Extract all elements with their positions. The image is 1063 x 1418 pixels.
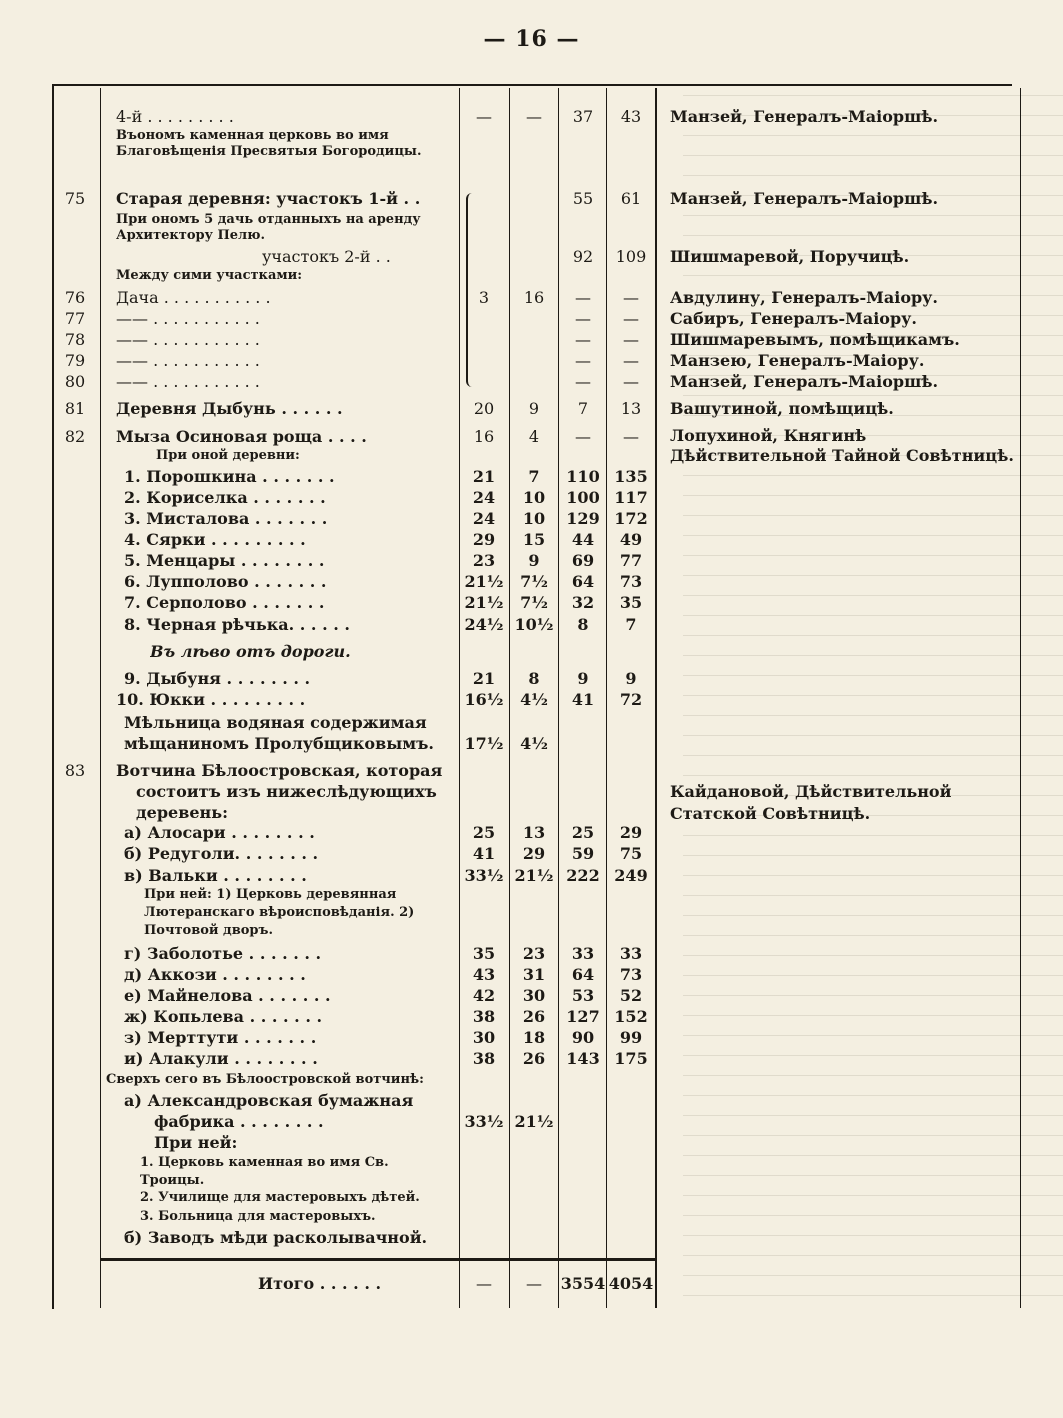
- place-name: 2. Кориселка . . . . . . .: [124, 488, 326, 507]
- place-name: —— . . . . . . . . . . .: [116, 330, 260, 349]
- place-name: 5. Менцары . . . . . . . .: [124, 551, 325, 570]
- owner-column-rule: [1020, 88, 1021, 1308]
- owner-cell: Кайдановой, Дѣйствительной Статской Совѣтницѣ.: [670, 782, 952, 823]
- owner-cell: Сабиръ, Генералъ-Маіору.: [670, 309, 917, 328]
- value3-cell: 25: [571, 823, 595, 842]
- value3-cell: 69: [571, 551, 595, 570]
- value2-cell: 7½: [520, 572, 548, 591]
- value2-cell: 30: [522, 986, 546, 1005]
- value4-cell: 99: [619, 1028, 643, 1047]
- note-text: 2. Училище для мастеровыхъ дѣтей.: [140, 1190, 420, 1205]
- value2-cell: 10½: [514, 615, 554, 634]
- place-name: 8. Черная рѣчька. . . . . .: [124, 615, 350, 634]
- value1-cell: 33½: [464, 1112, 504, 1131]
- value3-cell: 9: [577, 669, 589, 688]
- value3-cell: 7: [577, 399, 589, 418]
- place-name: участокъ 2-й . .: [262, 247, 391, 266]
- value1-cell: 24: [472, 488, 496, 507]
- value1-cell: 21: [472, 669, 496, 688]
- value1-cell: 24½: [464, 615, 504, 634]
- value1-cell: 35: [472, 944, 496, 963]
- owner-cell: Вашутиной, помѣщицѣ.: [670, 399, 894, 418]
- row-number: 77: [64, 309, 86, 328]
- place-name: 3. Мисталова . . . . . . .: [124, 509, 328, 528]
- place-name: 4-й . . . . . . . . .: [116, 107, 234, 126]
- place-name: Мыза Осиновая роща . . . .: [116, 427, 367, 446]
- page-number: — 16 —: [483, 26, 580, 52]
- value1-cell: 20: [473, 399, 495, 418]
- value4-cell: 43: [620, 107, 642, 126]
- place-name: деревень:: [136, 803, 228, 822]
- value2-cell: 21½: [514, 1112, 554, 1131]
- value4-cell: 249: [614, 866, 648, 885]
- owner-cell: Манзей, Генералъ-Маіоршѣ.: [670, 372, 939, 391]
- place-name: 1. Порошкина . . . . . . .: [124, 467, 335, 486]
- place-name: состоитъ изъ нижеслѣдующихъ: [136, 782, 437, 801]
- value4-cell: 175: [614, 1049, 648, 1068]
- place-name: Дача . . . . . . . . . . .: [116, 288, 271, 307]
- value2-cell: 16: [523, 288, 545, 307]
- place-name: а) Алосари . . . . . . . .: [124, 823, 315, 842]
- value2-cell: 26: [522, 1007, 546, 1026]
- value2-cell: —: [526, 107, 542, 126]
- value1-cell: 21½: [464, 593, 504, 612]
- place-name: 9. Дыбуня . . . . . . . .: [124, 669, 311, 688]
- owner-cell: Манзею, Генералъ-Маіору.: [670, 351, 925, 370]
- place-name: з) Мерттути . . . . . . .: [124, 1028, 317, 1047]
- value4-cell: 73: [619, 965, 643, 984]
- number-column-rule: [100, 88, 101, 1308]
- value3-cell: —: [575, 427, 591, 446]
- value3-cell: —: [575, 330, 591, 349]
- table-left-rule: [52, 84, 54, 1309]
- row-number: 81: [64, 399, 86, 418]
- note-text: Между сими участками:: [116, 268, 303, 283]
- value1-cell: 24: [472, 509, 496, 528]
- value1-cell: 25: [472, 823, 496, 842]
- value4-cell: 13: [620, 399, 642, 418]
- value2-cell: 13: [522, 823, 546, 842]
- value2-cell: 8: [528, 669, 540, 688]
- place-name: Мѣльница водяная содержимая: [124, 713, 427, 732]
- value1-cell: 43: [472, 965, 496, 984]
- value4-column-rule: [655, 88, 657, 1308]
- total-value2: —: [526, 1274, 542, 1293]
- total-value4: 4054: [608, 1274, 654, 1293]
- row-number: 79: [64, 351, 86, 370]
- owner-cell: Лопухиной, Княгинѣ Дѣйствительной Тайной Совѣтницѣ.: [670, 426, 1014, 465]
- value3-cell: 64: [571, 965, 595, 984]
- place-name: 10. Юкки . . . . . . . . .: [116, 690, 306, 709]
- section-heading: Въ лѣво отъ дороги.: [150, 642, 351, 661]
- value3-cell: 222: [566, 866, 600, 885]
- place-name: 4. Сярки . . . . . . . . .: [124, 530, 306, 549]
- value3-column-rule: [606, 88, 607, 1308]
- value2-cell: 4: [528, 427, 540, 446]
- note-text: При ней: 1) Церковь деревянная Лютеранскаго вѣроисповѣданія. 2) Почтовой дворъ.: [144, 887, 415, 938]
- row-number: 76: [64, 288, 86, 307]
- value4-cell: —: [623, 372, 639, 391]
- value3-cell: —: [575, 372, 591, 391]
- owner-cell: Манзей, Генералъ-Маіоршѣ.: [670, 107, 939, 126]
- note-text: Сверхъ сего въ Бѣлоостровской вотчинѣ:: [106, 1072, 424, 1087]
- value3-cell: 53: [571, 986, 595, 1005]
- total-label: Итого . . . . . .: [258, 1274, 382, 1293]
- bleed-through-text: [683, 85, 1063, 1315]
- row-number: 83: [64, 761, 86, 780]
- value3-cell: 143: [566, 1049, 600, 1068]
- place-name: Старая деревня: участокъ 1-й . .: [116, 189, 421, 208]
- value2-cell: 7½: [520, 593, 548, 612]
- value2-cell: 31: [522, 965, 546, 984]
- place-name: мѣщаниномъ Пролубщиковымъ.: [124, 734, 434, 753]
- value1-cell: 23: [472, 551, 496, 570]
- value1-cell: 21: [472, 467, 496, 486]
- value1-cell: —: [476, 107, 492, 126]
- value4-cell: 35: [619, 593, 643, 612]
- place-name: в) Вальки . . . . . . . .: [124, 866, 307, 885]
- value4-cell: —: [623, 288, 639, 307]
- place-name: 6. Лупполово . . . . . . .: [124, 572, 327, 591]
- value1-cell: 30: [472, 1028, 496, 1047]
- place-name: Вотчина Бѣлоостровская, которая: [116, 761, 443, 780]
- value4-cell: 72: [619, 690, 643, 709]
- value4-cell: 33: [619, 944, 643, 963]
- value1-cell: 42: [472, 986, 496, 1005]
- value2-cell: 29: [522, 844, 546, 863]
- value1-cell: 29: [472, 530, 496, 549]
- value1-cell: 16½: [464, 690, 504, 709]
- value3-cell: 55: [572, 189, 594, 208]
- row-number: 78: [64, 330, 86, 349]
- value3-cell: 110: [566, 467, 600, 486]
- row-number: 75: [64, 189, 86, 208]
- place-name: —— . . . . . . . . . . .: [116, 351, 260, 370]
- total-separator-rule: [100, 1258, 657, 1261]
- value2-cell: 26: [522, 1049, 546, 1068]
- row-number: 80: [64, 372, 86, 391]
- value3-cell: 44: [571, 530, 595, 549]
- value1-cell: 41: [472, 844, 496, 863]
- value1-cell: 17½: [464, 734, 504, 753]
- value4-cell: 77: [619, 551, 643, 570]
- value3-cell: 64: [571, 572, 595, 591]
- value3-cell: 33: [571, 944, 595, 963]
- note-text: Въономъ каменная церковь во имя Благовѣщенія Пресвятыя Богородицы.: [116, 128, 422, 159]
- value2-cell: 10: [522, 509, 546, 528]
- value4-cell: 117: [614, 488, 648, 507]
- value3-cell: —: [575, 351, 591, 370]
- total-value3: 3554: [560, 1274, 606, 1293]
- place-name: —— . . . . . . . . . . .: [116, 309, 260, 328]
- place-name: г) Заболотье . . . . . . .: [124, 944, 322, 963]
- value4-cell: 152: [614, 1007, 648, 1026]
- value2-cell: 10: [522, 488, 546, 507]
- place-name: е) Майнелова . . . . . . .: [124, 986, 331, 1005]
- value1-cell: 38: [472, 1049, 496, 1068]
- place-name: —— . . . . . . . . . . .: [116, 372, 260, 391]
- value1-column-rule: [509, 88, 510, 1308]
- value4-cell: 109: [615, 247, 647, 266]
- value1-cell: 16: [473, 427, 495, 446]
- row-number: 82: [64, 427, 86, 446]
- value3-cell: 127: [566, 1007, 600, 1026]
- place-name: При ней:: [154, 1133, 238, 1152]
- value3-cell: 100: [566, 488, 600, 507]
- value2-cell: 23: [522, 944, 546, 963]
- place-name: и) Алакули . . . . . . . .: [124, 1049, 318, 1068]
- place-name: 7. Серполово . . . . . . .: [124, 593, 325, 612]
- value4-cell: —: [623, 427, 639, 446]
- value3-cell: 32: [571, 593, 595, 612]
- value1-cell: 38: [472, 1007, 496, 1026]
- value3-cell: 59: [571, 844, 595, 863]
- value1-cell: 21½: [464, 572, 504, 591]
- value4-cell: 7: [625, 615, 637, 634]
- value4-cell: 61: [620, 189, 642, 208]
- value4-cell: —: [623, 351, 639, 370]
- place-name: а) Александровская бумажная: [124, 1091, 414, 1110]
- value4-cell: 9: [625, 669, 637, 688]
- value4-cell: 52: [619, 986, 643, 1005]
- value2-cell: 21½: [514, 866, 554, 885]
- value2-cell: 7: [528, 467, 540, 486]
- note-text: 3. Больница для мастеровыхъ.: [140, 1209, 376, 1224]
- value2-cell: 9: [528, 399, 540, 418]
- place-name: б) Редуголи. . . . . . . .: [124, 844, 319, 863]
- value4-cell: 135: [614, 467, 648, 486]
- value3-cell: —: [575, 288, 591, 307]
- place-name: б) Заводъ мѣди расколывачной.: [124, 1228, 428, 1247]
- value4-cell: 29: [619, 823, 643, 842]
- value3-cell: —: [575, 309, 591, 328]
- place-name: Деревня Дыбунь . . . . . .: [116, 399, 343, 418]
- value2-cell: 18: [522, 1028, 546, 1047]
- owner-cell: Шишмаревымъ, помѣщикамъ.: [670, 330, 960, 349]
- place-name: д) Аккози . . . . . . . .: [124, 965, 306, 984]
- value2-column-rule: [558, 88, 559, 1308]
- owner-cell: Манзей, Генералъ-Маіоршѣ.: [670, 189, 939, 208]
- note-text: При ономъ 5 дачь отданныхъ на аренду Архитектору Пелю.: [116, 212, 421, 243]
- note-text: 1. Церковь каменная во имя Св. Троицы.: [140, 1155, 389, 1188]
- value2-cell: 4½: [520, 734, 548, 753]
- place-name: фабрика . . . . . . . .: [154, 1112, 324, 1131]
- place-name: ж) Копьлева . . . . . . .: [124, 1007, 323, 1026]
- value3-cell: 8: [577, 615, 589, 634]
- value4-cell: —: [623, 330, 639, 349]
- value2-cell: 15: [522, 530, 546, 549]
- owner-cell: Авдулину, Генералъ-Маіору.: [670, 288, 938, 307]
- total-value1: —: [476, 1274, 492, 1293]
- value1-cell: 33½: [464, 866, 504, 885]
- owner-cell: Шишмаревой, Поручицѣ.: [670, 247, 910, 266]
- table-top-rule: [52, 84, 1012, 86]
- value3-cell: 41: [571, 690, 595, 709]
- value3-cell: 37: [572, 107, 594, 126]
- value3-cell: 129: [566, 509, 600, 528]
- value4-cell: 172: [614, 509, 648, 528]
- value4-cell: —: [623, 309, 639, 328]
- value3-cell: 90: [571, 1028, 595, 1047]
- note-text: При оной деревни:: [156, 448, 300, 463]
- value4-cell: 73: [619, 572, 643, 591]
- value2-cell: 4½: [520, 690, 548, 709]
- value2-cell: 9: [528, 551, 540, 570]
- value3-cell: 92: [572, 247, 594, 266]
- value4-cell: 49: [619, 530, 643, 549]
- value4-cell: 75: [619, 844, 643, 863]
- value1-cell: 3: [478, 288, 490, 307]
